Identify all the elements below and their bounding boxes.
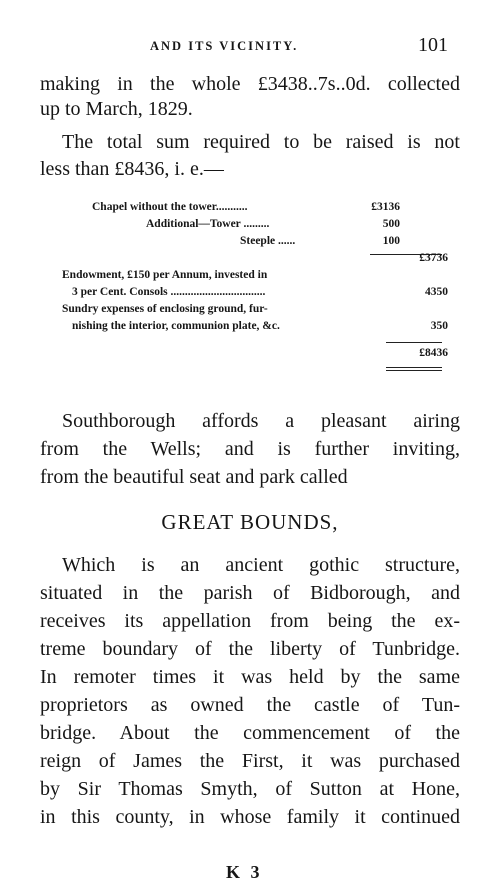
ledger-amount: 100	[382, 235, 400, 247]
text-line: up to March, 1829.	[40, 98, 193, 120]
ledger-amount: £3736	[419, 252, 448, 264]
text-line: by Sir Thomas Smyth, of Sutton at Hone,	[40, 778, 460, 800]
ledger-row-steeple	[62, 234, 448, 249]
text-line: receives its appellation from being the ex-	[40, 610, 460, 632]
ledger-row-endowment	[62, 268, 448, 283]
text-line: Which is an ancient gothic structure,	[62, 554, 460, 576]
total-rule	[386, 342, 442, 343]
text-line: proprietors as owned the castle of Tun-	[40, 694, 460, 716]
page-number: 101	[418, 34, 448, 56]
ledger-amount: 4350	[425, 286, 448, 298]
text-line: treme boundary of the liberty of Tunbridge.	[40, 638, 460, 660]
text-line: situated in the parish of Bidborough, and	[40, 582, 460, 604]
ledger-label: Chapel without the tower...........	[92, 201, 248, 213]
signature-mark: K 3	[226, 862, 263, 882]
text-line: Southborough affords a pleasant airing	[62, 410, 460, 432]
ledger-label: Steeple ......	[240, 235, 296, 247]
ledger-row-additional-tower	[62, 217, 448, 232]
text-line: In remoter times it was held by the same	[40, 666, 460, 688]
ledger-amount: £3136	[371, 201, 400, 213]
text-line: in this county, in whose family it continued	[40, 806, 460, 828]
text-line: making in the whole £3438..7s..0d. collected	[40, 73, 460, 95]
ledger-label: Additional—Tower .........	[146, 218, 270, 230]
subscription-ledger	[62, 200, 448, 380]
ledger-row-chapel	[62, 200, 448, 215]
ledger-row-subtotal	[62, 251, 448, 266]
total-double-rule	[386, 370, 442, 371]
text-line: reign of James the First, it was purchased	[40, 750, 460, 772]
ledger-amount: 350	[430, 320, 448, 332]
section-heading: GREAT BOUNDS,	[161, 510, 339, 534]
text-line: from the Wells; and is further inviting,	[40, 438, 460, 460]
running-title: AND ITS VICINITY.	[150, 39, 299, 53]
ledger-label: nishing the interior, communion plate, &c.	[72, 320, 280, 332]
text-line: bridge. About the commencement of the	[40, 722, 460, 744]
ledger-row-total	[62, 346, 448, 361]
ledger-row-endowment-cont	[62, 285, 448, 300]
running-head	[0, 34, 500, 58]
ledger-label: Sundry expenses of enclosing ground, fur-	[62, 303, 268, 315]
ledger-label: Endowment, £150 per Annum, invested in	[62, 269, 268, 281]
text-line: The total sum required to be raised is not	[62, 131, 460, 153]
ledger-label: 3 per Cent. Consols .................................	[72, 286, 266, 298]
ledger-amount: 500	[382, 218, 400, 230]
text-line: from the beautiful seat and park called	[40, 466, 348, 488]
text-line: less than £8436, i. e.—	[40, 158, 224, 180]
total-double-rule	[386, 367, 442, 368]
ledger-row-sundry-cont	[62, 319, 448, 334]
ledger-amount: £8436	[419, 347, 448, 359]
ledger-row-sundry	[62, 302, 448, 317]
